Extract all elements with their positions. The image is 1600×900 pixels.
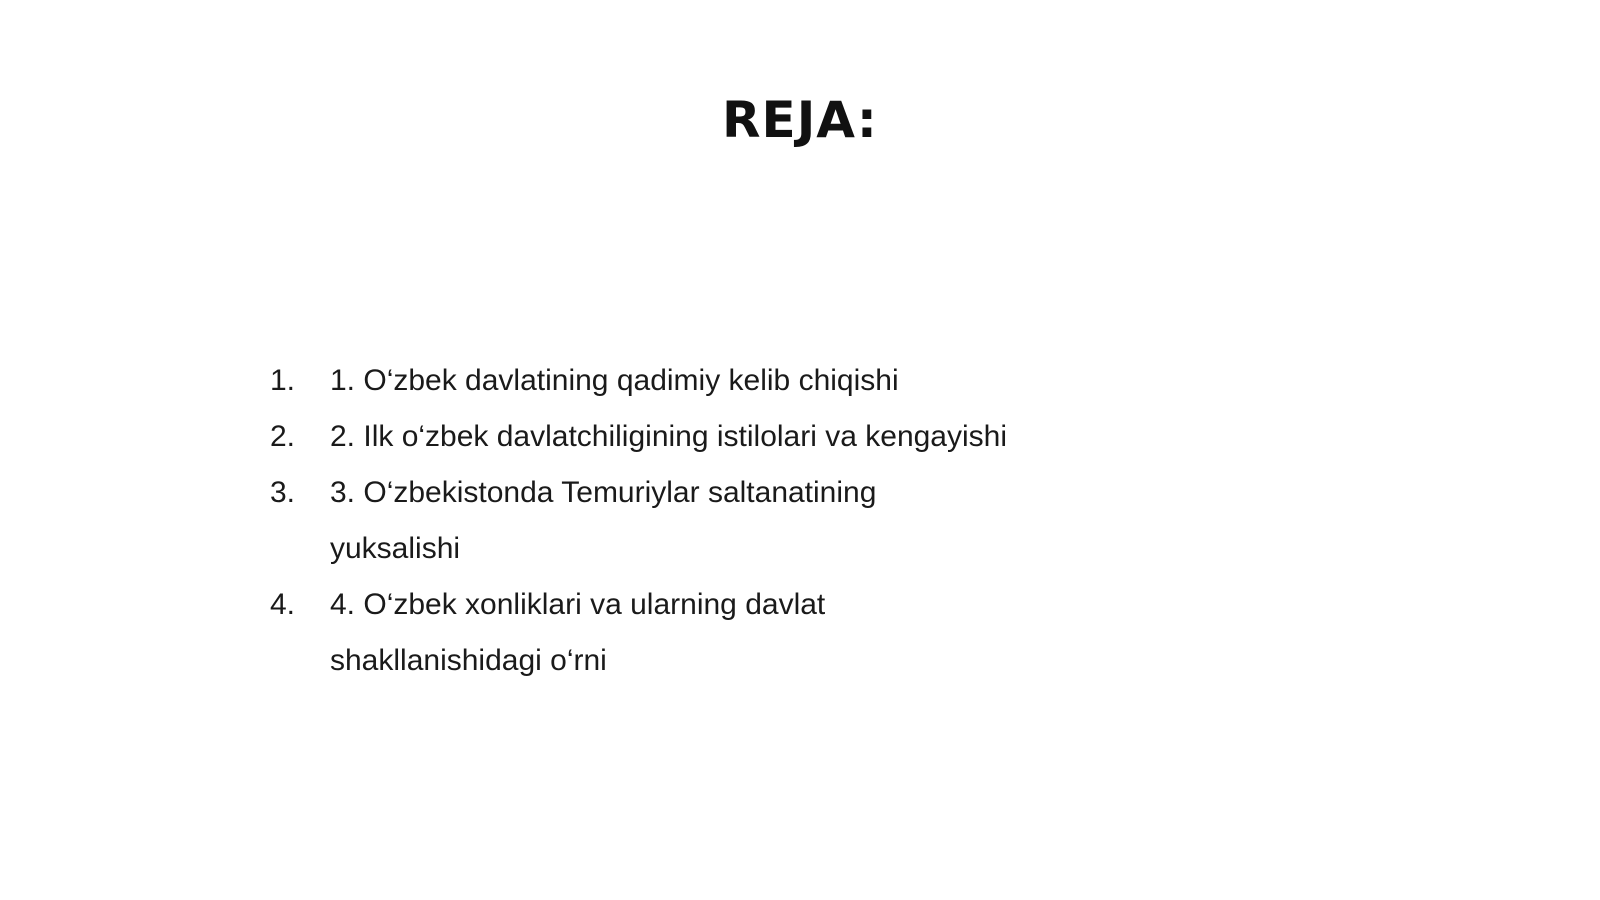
plan-item-2 <box>0 409 1600 465</box>
plan-item-text <box>330 409 1050 465</box>
plan-item-line: 3. O‘zbekistonda Temuriylar saltanatining <box>330 476 877 509</box>
plan-item-1 <box>0 353 1600 409</box>
plan-list <box>0 353 1600 689</box>
plan-item-number: 3. <box>270 476 296 509</box>
plan-item-number: 4. <box>270 588 296 621</box>
slide-title: REJA: <box>722 91 878 149</box>
plan-item-line: 2. Ilk o‘zbek davlatchiligining istilolari va kengayishi <box>330 420 1008 453</box>
plan-item-number: 1. <box>270 364 296 397</box>
plan-item-line: 4. O‘zbek xonliklari va ularning davlat <box>330 588 826 621</box>
plan-item-3 <box>0 465 1600 577</box>
plan-item-text <box>330 577 1050 689</box>
plan-item-line: 1. O‘zbek davlatining qadimiy kelib chiqishi <box>330 364 899 397</box>
plan-item-line: yuksalishi <box>330 532 461 565</box>
plan-item-line: shakllanishidagi o‘rni <box>330 644 607 677</box>
plan-item-number: 2. <box>270 420 296 453</box>
plan-item-4 <box>0 577 1600 689</box>
plan-item-text <box>330 353 1050 409</box>
plan-item-text <box>330 465 1050 577</box>
